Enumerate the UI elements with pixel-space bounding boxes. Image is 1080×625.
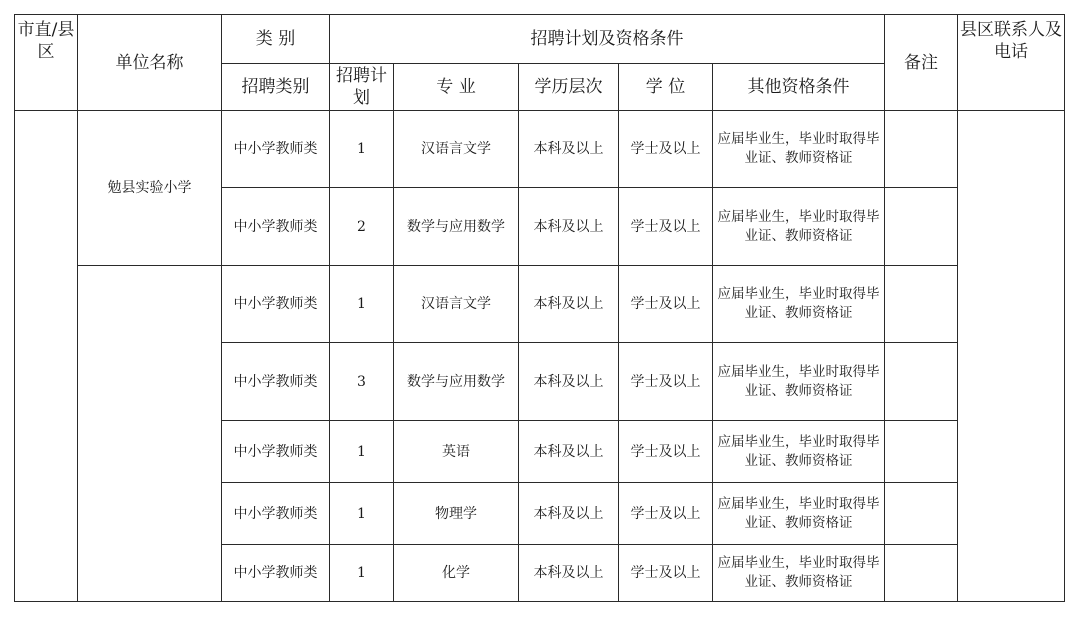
recruit-plan-cell: 1	[330, 483, 394, 545]
recruit-plan-cell: 3	[330, 343, 394, 421]
header-category: 类 别	[222, 15, 330, 64]
education-cell: 本科及以上	[519, 111, 619, 188]
major-cell: 数学与应用数学	[394, 343, 519, 421]
header-degree: 学 位	[619, 64, 713, 111]
recruit-type-cell: 中小学教师类	[222, 343, 330, 421]
city-county-cell	[15, 111, 78, 602]
major-cell: 英语	[394, 421, 519, 483]
remarks-cell	[885, 343, 958, 421]
recruit-type-cell: 中小学教师类	[222, 188, 330, 266]
recruit-type-cell: 中小学教师类	[222, 111, 330, 188]
other-conditions-cell: 应届毕业生，毕业时取得毕业证、教师资格证	[713, 545, 885, 602]
other-conditions-cell: 应届毕业生，毕业时取得毕业证、教师资格证	[713, 266, 885, 343]
header-other-conditions: 其他资格条件	[713, 64, 885, 111]
remarks-cell	[885, 188, 958, 266]
education-cell: 本科及以上	[519, 188, 619, 266]
education-cell: 本科及以上	[519, 343, 619, 421]
header-unit-name: 单位名称	[78, 15, 222, 111]
recruitment-table	[14, 14, 1065, 602]
unit-name-cell: 勉县实验小学	[78, 111, 222, 266]
other-conditions-cell: 应届毕业生，毕业时取得毕业证、教师资格证	[713, 111, 885, 188]
recruitment-table-sheet	[14, 14, 1066, 625]
unit-name-cell	[78, 266, 222, 602]
header-recruit-plan: 招聘计划	[330, 64, 394, 111]
recruit-plan-cell: 1	[330, 421, 394, 483]
other-conditions-cell: 应届毕业生，毕业时取得毕业证、教师资格证	[713, 421, 885, 483]
education-cell: 本科及以上	[519, 421, 619, 483]
education-cell: 本科及以上	[519, 483, 619, 545]
other-conditions-cell: 应届毕业生，毕业时取得毕业证、教师资格证	[713, 483, 885, 545]
header-major: 专 业	[394, 64, 519, 111]
major-cell: 物理学	[394, 483, 519, 545]
header-recruit-type: 招聘类别	[222, 64, 330, 111]
degree-cell: 学士及以上	[619, 266, 713, 343]
remarks-cell	[885, 111, 958, 188]
header-education: 学历层次	[519, 64, 619, 111]
recruit-plan-cell: 1	[330, 266, 394, 343]
recruit-plan-cell: 1	[330, 545, 394, 602]
recruit-type-cell: 中小学教师类	[222, 483, 330, 545]
recruit-type-cell: 中小学教师类	[222, 266, 330, 343]
table-row	[15, 266, 1065, 343]
remarks-cell	[885, 545, 958, 602]
remarks-cell	[885, 421, 958, 483]
remarks-cell	[885, 483, 958, 545]
header-city-county: 市直/县区	[15, 15, 78, 111]
education-cell: 本科及以上	[519, 545, 619, 602]
major-cell: 化学	[394, 545, 519, 602]
major-cell: 汉语言文学	[394, 266, 519, 343]
header-plan-group: 招聘计划及资格条件	[330, 15, 885, 64]
header-remarks: 备注	[885, 15, 958, 111]
degree-cell: 学士及以上	[619, 343, 713, 421]
degree-cell: 学士及以上	[619, 188, 713, 266]
recruit-type-cell: 中小学教师类	[222, 421, 330, 483]
degree-cell: 学士及以上	[619, 545, 713, 602]
major-cell: 汉语言文学	[394, 111, 519, 188]
recruit-plan-cell: 1	[330, 111, 394, 188]
remarks-cell	[885, 266, 958, 343]
table-row	[15, 111, 1065, 188]
contact-cell	[958, 111, 1065, 602]
education-cell: 本科及以上	[519, 266, 619, 343]
other-conditions-cell: 应届毕业生，毕业时取得毕业证、教师资格证	[713, 343, 885, 421]
degree-cell: 学士及以上	[619, 421, 713, 483]
recruit-plan-cell: 2	[330, 188, 394, 266]
degree-cell: 学士及以上	[619, 111, 713, 188]
major-cell: 数学与应用数学	[394, 188, 519, 266]
other-conditions-cell: 应届毕业生，毕业时取得毕业证、教师资格证	[713, 188, 885, 266]
degree-cell: 学士及以上	[619, 483, 713, 545]
recruit-type-cell: 中小学教师类	[222, 545, 330, 602]
header-contact: 县区联系人及电话	[958, 15, 1065, 111]
